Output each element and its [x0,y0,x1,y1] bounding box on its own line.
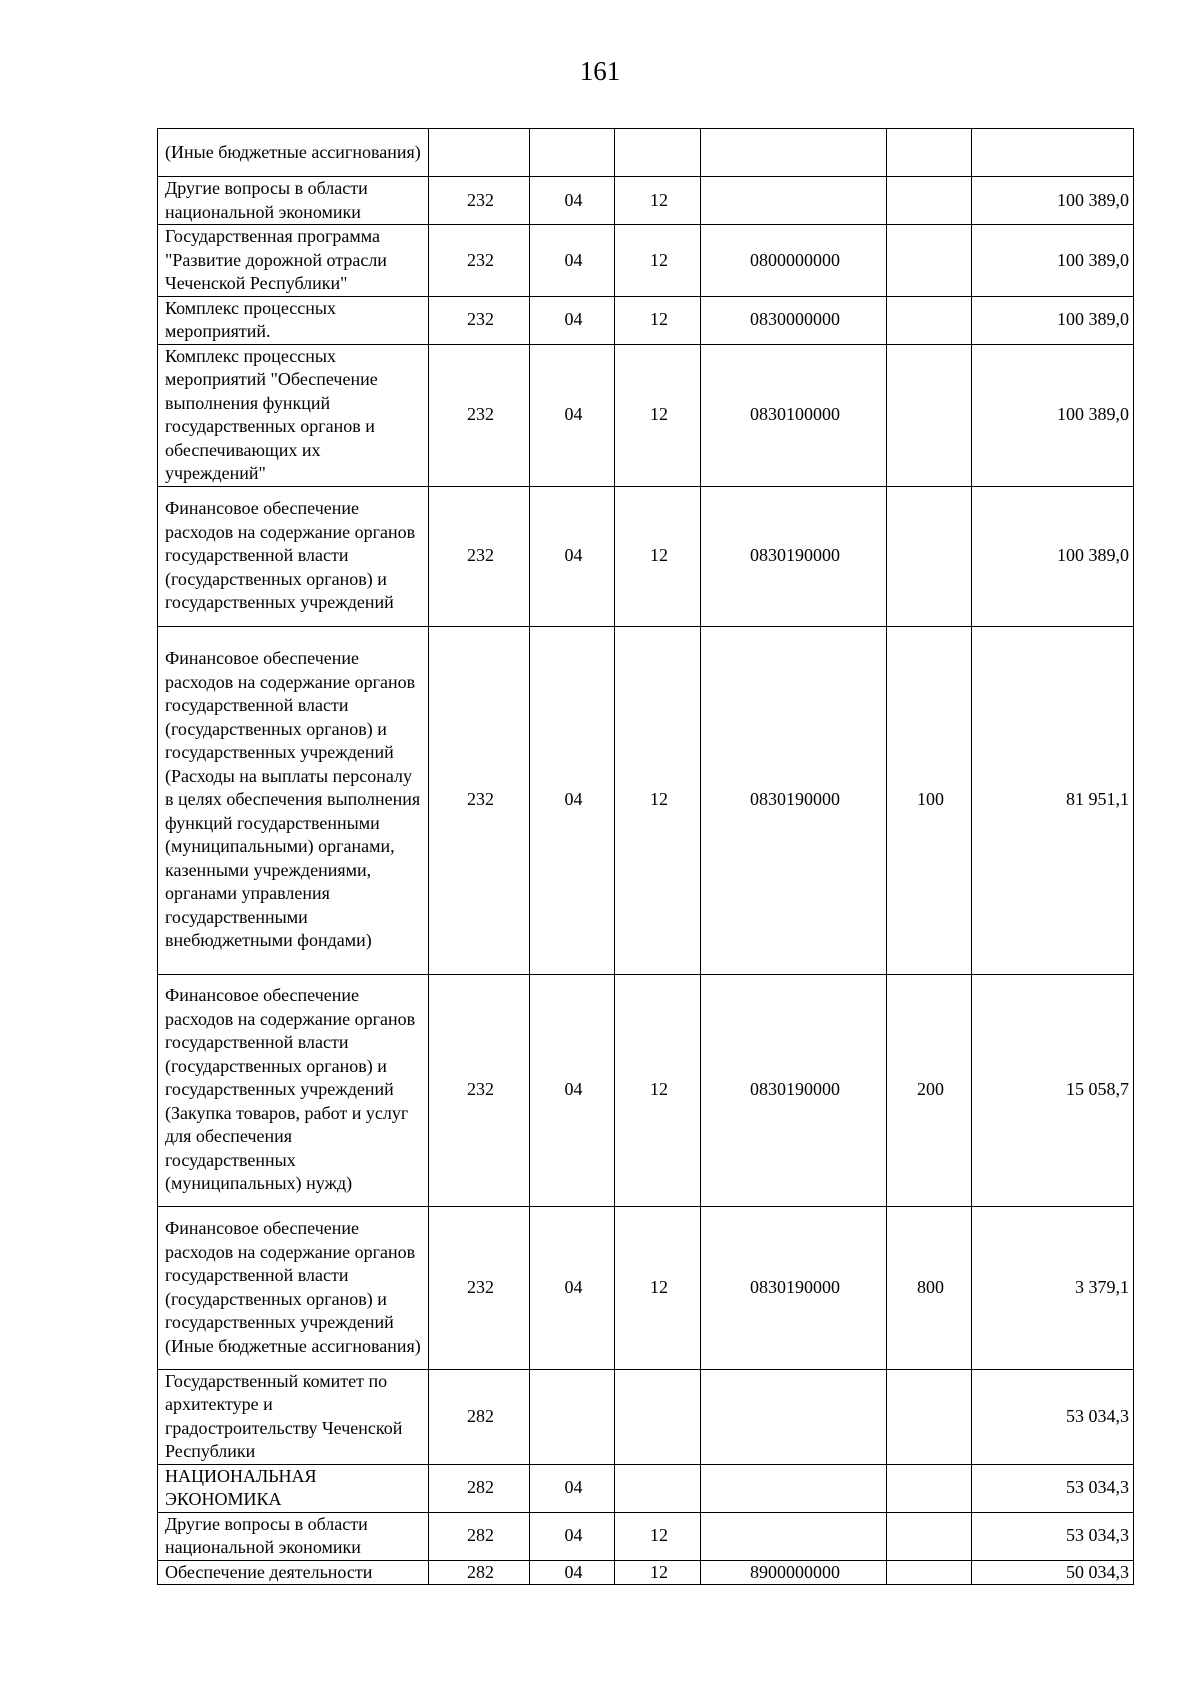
row-csr-cell: 0800000000 [701,225,887,297]
row-sum-cell: 100 389,0 [972,486,1134,626]
row-rz-cell: 04 [530,225,615,297]
row-rz-cell [530,129,615,177]
table-row [158,296,1134,344]
row-rz-cell: 04 [530,344,615,486]
row-sum-cell: 53 034,3 [972,1369,1134,1464]
table-row [158,486,1134,626]
row-pr-cell: 12 [615,626,701,974]
row-vr-cell [887,1560,972,1585]
row-ved-cell: 282 [429,1512,530,1560]
row-name-cell: Комплекс процессных мероприятий. [158,296,429,344]
table-row [158,974,1134,1206]
row-csr-cell: 0830100000 [701,344,887,486]
row-pr-cell: 12 [615,1206,701,1369]
budget-table [157,128,1134,1585]
row-csr-cell: 8900000000 [701,1560,887,1585]
row-csr-cell: 0830190000 [701,626,887,974]
table-row [158,1464,1134,1512]
row-csr-cell [701,177,887,225]
row-vr-cell: 200 [887,974,972,1206]
row-pr-cell: 12 [615,296,701,344]
row-rz-cell: 04 [530,1560,615,1585]
row-sum-cell: 53 034,3 [972,1512,1134,1560]
row-rz-cell: 04 [530,974,615,1206]
row-name-cell: Государственный комитет по архитектуре и градостроительству Чеченской Республики [158,1369,429,1464]
row-ved-cell: 232 [429,344,530,486]
row-sum-cell: 100 389,0 [972,225,1134,297]
row-ved-cell: 282 [429,1560,530,1585]
table-row [158,1512,1134,1560]
row-vr-cell [887,177,972,225]
row-rz-cell: 04 [530,177,615,225]
row-ved-cell: 232 [429,1206,530,1369]
row-name-cell: Финансовое обеспечение расходов на содержание органов государственной власти (государственных органов) и государственных учреждений [158,486,429,626]
row-csr-cell [701,1369,887,1464]
row-csr-cell: 0830190000 [701,486,887,626]
row-vr-cell [887,1464,972,1512]
row-ved-cell: 232 [429,486,530,626]
row-ved-cell: 232 [429,974,530,1206]
table-row [158,177,1134,225]
row-pr-cell [615,1369,701,1464]
row-ved-cell [429,129,530,177]
row-pr-cell: 12 [615,486,701,626]
row-name-cell: Государственная программа "Развитие дорожной отрасли Чеченской Республики" [158,225,429,297]
row-rz-cell: 04 [530,1206,615,1369]
row-vr-cell: 100 [887,626,972,974]
row-pr-cell: 12 [615,1512,701,1560]
row-ved-cell: 232 [429,225,530,297]
row-name-cell: Комплекс процессных мероприятий "Обеспечение выполнения функций государственных органов и обеспечивающих их учреждений" [158,344,429,486]
row-vr-cell [887,1369,972,1464]
row-rz-cell: 04 [530,486,615,626]
row-sum-cell: 100 389,0 [972,344,1134,486]
row-vr-cell: 800 [887,1206,972,1369]
table-row [158,626,1134,974]
row-vr-cell [887,344,972,486]
page-number: 161 [579,56,621,86]
row-ved-cell: 232 [429,296,530,344]
row-rz-cell [530,1369,615,1464]
row-sum-cell: 100 389,0 [972,177,1134,225]
row-name-cell: Другие вопросы в области национальной экономики [158,1512,429,1560]
table-row [158,1560,1134,1585]
row-vr-cell [887,486,972,626]
row-vr-cell [887,296,972,344]
row-name-cell: Финансовое обеспечение расходов на содержание органов государственной власти (государственных органов) и государственных учреждений (Иные бюджетные ассигнования) [158,1206,429,1369]
row-sum-cell [972,129,1134,177]
row-csr-cell [701,1512,887,1560]
row-name-cell: НАЦИОНАЛЬНАЯ ЭКОНОМИКА [158,1464,429,1512]
row-ved-cell: 232 [429,626,530,974]
row-pr-cell [615,1464,701,1512]
row-sum-cell: 50 034,3 [972,1560,1134,1585]
table-row [158,1369,1134,1464]
row-sum-cell: 81 951,1 [972,626,1134,974]
table-row [158,1206,1134,1369]
row-pr-cell: 12 [615,225,701,297]
row-name-cell: (Иные бюджетные ассигнования) [158,129,429,177]
row-pr-cell: 12 [615,1560,701,1585]
row-name-cell: Другие вопросы в области национальной экономики [158,177,429,225]
row-csr-cell: 0830190000 [701,974,887,1206]
row-rz-cell: 04 [530,1512,615,1560]
row-vr-cell [887,1512,972,1560]
row-pr-cell: 12 [615,344,701,486]
table-row [158,344,1134,486]
row-ved-cell: 282 [429,1369,530,1464]
row-pr-cell [615,129,701,177]
row-vr-cell [887,225,972,297]
row-sum-cell: 3 379,1 [972,1206,1134,1369]
row-name-cell: Финансовое обеспечение расходов на содержание органов государственной власти (государственных органов) и государственных учреждений (Расходы на выплаты персоналу в целях обеспечения выполнения функций государственными (муниципальными) органами, казенными учреждениями, органами управления государственными внебюджетными фондами) [158,626,429,974]
row-sum-cell: 53 034,3 [972,1464,1134,1512]
row-rz-cell: 04 [530,1464,615,1512]
row-csr-cell: 0830190000 [701,1206,887,1369]
table-row [158,129,1134,177]
row-csr-cell [701,1464,887,1512]
row-csr-cell: 0830000000 [701,296,887,344]
row-name-cell: Финансовое обеспечение расходов на содержание органов государственной власти (государственных органов) и государственных учреждений (Закупка товаров, работ и услуг для обеспечения государственных (муниципальных) нужд) [158,974,429,1206]
row-pr-cell: 12 [615,974,701,1206]
row-csr-cell [701,129,887,177]
row-vr-cell [887,129,972,177]
row-name-cell: Обеспечение деятельности [158,1560,429,1585]
row-ved-cell: 282 [429,1464,530,1512]
row-ved-cell: 232 [429,177,530,225]
row-sum-cell: 100 389,0 [972,296,1134,344]
table-row [158,225,1134,297]
row-rz-cell: 04 [530,626,615,974]
row-pr-cell: 12 [615,177,701,225]
row-rz-cell: 04 [530,296,615,344]
row-sum-cell: 15 058,7 [972,974,1134,1206]
